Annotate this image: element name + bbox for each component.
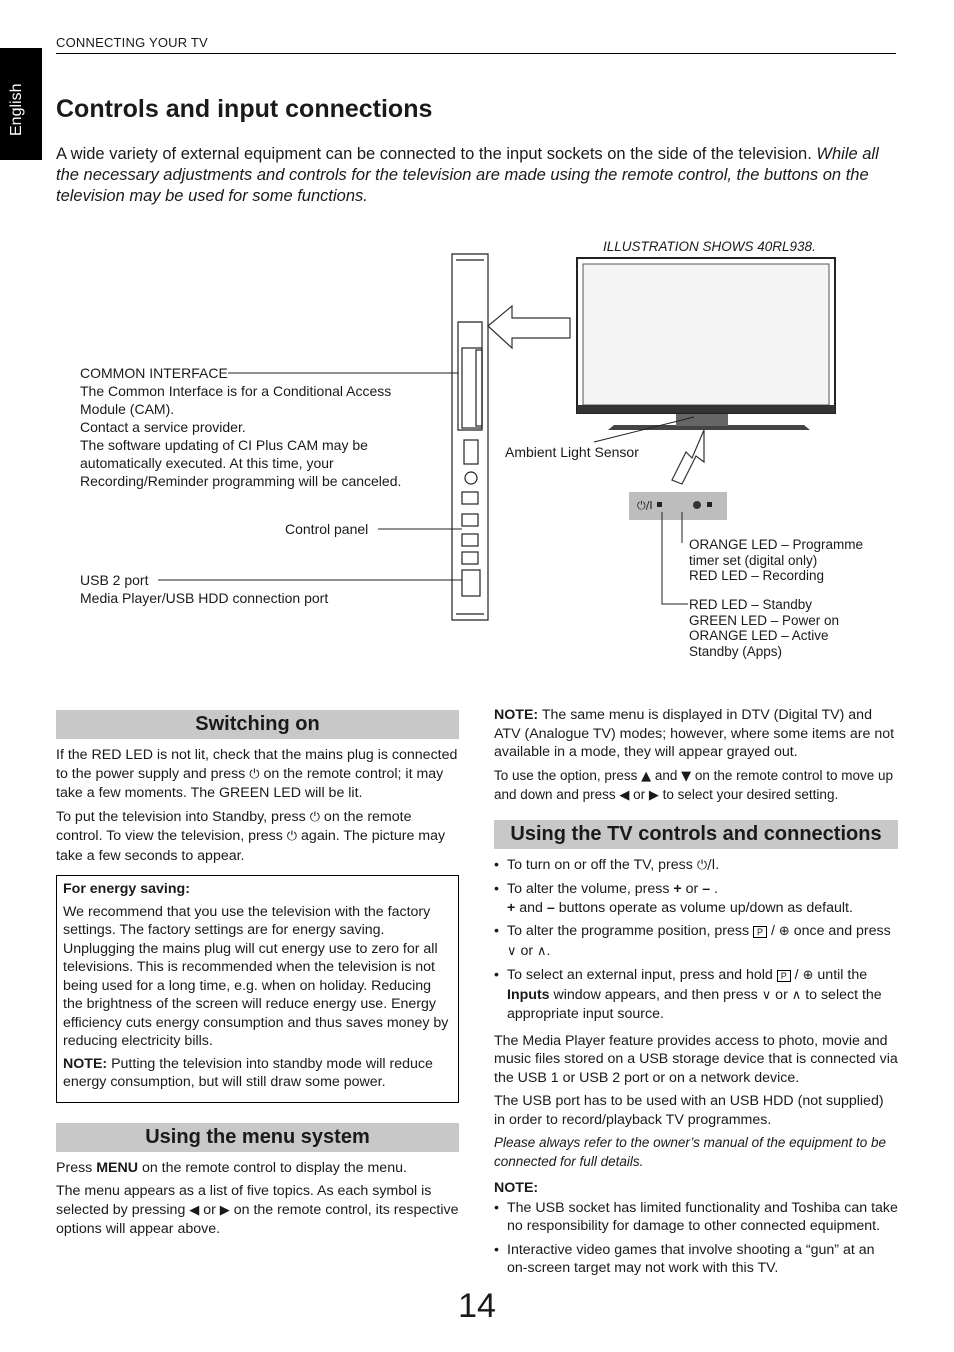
right-arrow-icon: ▶ — [219, 1202, 230, 1218]
notes-heading: NOTE: — [494, 1180, 539, 1196]
power-icon: ⏻ — [249, 766, 260, 782]
language-tab — [0, 48, 42, 160]
intro-italic: While all the necessary adjustments and controls for the television are made using the remote control, the buttons on the television may be used for some functions. — [56, 145, 879, 205]
media-player-paragraph: The Media Player feature provides access to photo, movie and music files stored on a USB storage device that is connected via the USB 1 or USB 2 port or on a network device. — [494, 1032, 898, 1086]
intro-plain: A wide variety of external equipment can be connected to the input sockets on the side of the television. — [56, 145, 812, 163]
switching-on-p1: If the RED LED is not lit, check that the mains plug is connected to the power supply and press ⏻ on the remote control; it may take a few moments. The GREEN LED will be lit. — [56, 747, 458, 801]
list-item: • To turn on or off the TV, press ⏻/I. — [494, 856, 898, 876]
led-panel-symbols: ⏻/I — [637, 499, 653, 512]
led-line: GREEN LED – Power on — [689, 612, 840, 628]
menu-note: NOTE: The same menu is displayed in DTV (Digital TV) and ATV (Analogue TV) modes; however, where some items are not available in a mode, they will appear grayed out. — [494, 707, 895, 760]
usb-port-desc: Media Player/USB HDD connection port — [80, 590, 329, 606]
led-bottom-description — [689, 597, 839, 659]
ci-line: Contact a service provider. — [80, 419, 246, 435]
control-panel-label: Control panel — [285, 521, 369, 537]
language-label: English — [8, 83, 25, 136]
ci-line: Module (CAM). — [80, 401, 175, 417]
left-column — [56, 710, 459, 1244]
input-icon: ⊕ — [802, 968, 814, 983]
led-line: ORANGE LED – Programme — [689, 537, 864, 552]
menu-system-p1: Press MENU on the remote control to display the menu. — [56, 1159, 407, 1176]
left-arrow-icon: ◀ — [189, 1202, 200, 1218]
list-item: • The USB socket has limited functionality and Toshiba can take no responsibility for damage to other connected equipment. — [494, 1199, 898, 1236]
energy-saving-note: NOTE: Putting the television into standby mode will reduce energy consumption, but will still draw some power. — [63, 1055, 433, 1090]
down-arrow-icon: ▼ — [681, 768, 692, 784]
chevron-down-icon: ∨ — [761, 987, 772, 1003]
page-number: 14 — [458, 1287, 496, 1325]
intro-paragraph — [56, 144, 901, 207]
led-line: Standby (Apps) — [689, 643, 783, 659]
ci-line: automatically executed. At this time, your — [80, 455, 334, 471]
ci-line: The Common Interface is for a Conditional Access — [80, 383, 392, 399]
input-icon: ⊕ — [778, 924, 790, 939]
header-rule — [56, 53, 896, 54]
power-icon: ⏻ — [286, 829, 298, 844]
energy-saving-heading: For energy saving: — [63, 881, 190, 897]
led-line: ORANGE LED – Active — [689, 628, 829, 643]
right-arrow-icon: ▶ — [648, 788, 659, 803]
energy-saving-body: We recommend that you use the television with the factory settings. The factory settings are for energy saving. Unplugging the mains plug will cut energy use to zero for all televisions. This is recommended when the television is not being used for a long time, e.g. when on holiday. Reducing the brightness of the screen will reduce energy use. Energy efficiency cuts energy consumption and thus saves money by reducing electricity bills. — [63, 903, 449, 1049]
ambient-sensor-label: Ambient Light Sensor — [505, 444, 639, 460]
usb-port-label — [80, 571, 328, 607]
ci-line: Recording/Reminder programming will be canceled. — [80, 473, 402, 489]
tv-front — [577, 258, 835, 430]
chevron-up-icon: ∧ — [537, 943, 547, 959]
common-interface-heading: COMMON INTERFACE — [80, 365, 228, 381]
illustration-note: ILLUSTRATION SHOWS 40RL938. — [603, 239, 816, 254]
led-top-description — [689, 537, 863, 584]
tv-controls-heading: Using the TV controls and connections — [494, 820, 898, 849]
power-standby-icon: ⏻/I — [696, 857, 716, 873]
led-line: timer set (digital only) — [689, 552, 818, 568]
owner-manual-note: Please always refer to the owner’s manual of the equipment to be connected for full details. — [494, 1135, 886, 1169]
tv-side-diagram — [0, 230, 954, 680]
p-button-icon: P — [777, 970, 791, 982]
page-title: Controls and input connections — [56, 95, 433, 123]
ci-line: The software updating of CI Plus CAM may be — [80, 437, 368, 453]
chevron-down-icon: ∨ — [507, 943, 517, 959]
chevron-up-icon: ∧ — [791, 987, 802, 1003]
pointer-arrow-down — [672, 430, 704, 484]
usb-hdd-paragraph: The USB port has to be used with an USB HDD (not supplied) in order to record/playback TV programmes. — [494, 1093, 884, 1128]
energy-saving-box — [56, 875, 459, 1103]
list-item: • To alter the volume, press + or – . + and – buttons operate as volume up/down as default. — [494, 880, 898, 917]
usb-port-heading: USB 2 port — [80, 572, 149, 588]
common-interface-label — [80, 364, 401, 490]
switching-on-heading: Switching on — [56, 710, 459, 739]
switching-on-p2: To put the television into Standby, press ⏻ on the remote control. To view the television, press ⏻ again. The picture may take a few seconds to appear. — [56, 808, 446, 864]
list-item: • To alter the programme position, press P / ⊕ once and press ∨ or ∧. — [494, 922, 898, 961]
option-instructions: To use the option, press ▲ and ▼ on the remote control to move up and down and press ◀ or ▶ to select your desired setting. — [494, 767, 898, 806]
list-item: • Interactive video games that involve shooting a “gun” at an on-screen target may not work with this TV. — [494, 1241, 898, 1278]
list-item: • To select an external input, press and hold P / ⊕ until the Inputs window appears, and then press ∨ or ∧ to select the appropriate input source. — [494, 966, 898, 1024]
led-line: RED LED – Recording — [689, 568, 825, 583]
power-icon: ⏻ — [309, 809, 320, 825]
pointer-arrow-left — [488, 306, 570, 348]
notes-list — [494, 1199, 898, 1278]
up-arrow-icon: ▲ — [641, 768, 652, 784]
tv-side-panel — [452, 254, 488, 620]
left-arrow-icon: ◀ — [619, 788, 630, 803]
p-button-icon: P — [753, 926, 767, 938]
tv-controls-list — [494, 856, 898, 1024]
right-column — [494, 706, 898, 1283]
menu-system-heading: Using the menu system — [56, 1123, 459, 1152]
menu-system-p2: The menu appears as a list of five topics. As each symbol is selected by pressing ◀ or ▶ on the remote control, its respective options will appear above. — [56, 1183, 459, 1237]
section-header: CONNECTING YOUR TV — [56, 35, 208, 50]
led-line: RED LED – Standby — [689, 597, 813, 612]
